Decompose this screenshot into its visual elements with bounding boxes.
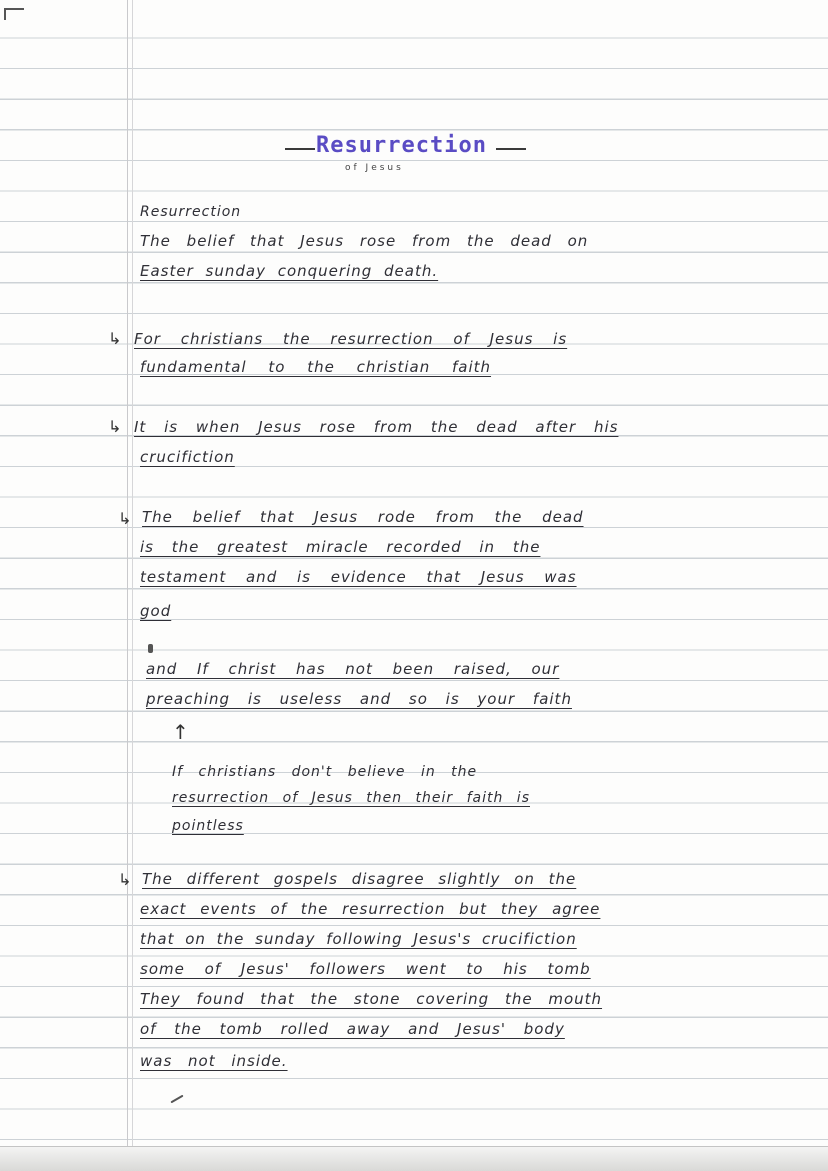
definition-line-1: The belief that Jesus rose from the dead on <box>140 232 589 250</box>
point-4-line-3: that on the sunday following Jesus's crucifiction <box>140 930 577 948</box>
bullet-arrow-icon: ↳ <box>108 329 123 348</box>
point-1-line-2: fundamental to the christian faith <box>140 358 492 376</box>
point-2-line-2: crucifiction <box>140 448 235 466</box>
point-4-line-5: They found that the stone covering the mouth <box>140 990 603 1008</box>
point-2-line-1: It is when Jesus rose from the dead after his <box>134 418 619 436</box>
margin-line-inner <box>132 0 133 1171</box>
note-line-2: resurrection of Jesus then their faith is <box>172 790 530 806</box>
point-3-line-1: The belief that Jesus rode from the dead <box>142 508 584 526</box>
quote-mark-icon <box>148 644 153 653</box>
page-subtitle: of Jesus <box>345 163 404 173</box>
bullet-arrow-icon: ↳ <box>108 417 123 436</box>
quote-line-2: preaching is useless and so is your faith <box>146 690 572 708</box>
point-3-line-3: testament and is evidence that Jesus was <box>140 568 577 586</box>
page-title: Resurrection <box>316 133 487 158</box>
corner-pen-mark <box>4 8 24 20</box>
title-left-dash <box>285 148 315 150</box>
point-4-line-4: some of Jesus' followers went to his tomb <box>140 960 591 978</box>
point-4-line-2: exact events of the resurrection but they agree <box>140 900 601 918</box>
page-bottom-edge <box>0 1146 828 1171</box>
quote-line-1: and If christ has not been raised, our <box>146 660 560 678</box>
point-4-line-1: The different gospels disagree slightly on the <box>142 870 577 888</box>
point-1-line-1: For christians the resurrection of Jesus is <box>134 330 568 348</box>
up-arrow-icon: ↑ <box>172 720 190 744</box>
bullet-arrow-icon: ↳ <box>118 870 133 889</box>
point-3-line-4: god <box>140 602 172 620</box>
pen-stroke-mark <box>170 1095 183 1104</box>
definition-term: Resurrection <box>140 204 242 220</box>
note-line-1: If christians don't believe in the <box>172 764 478 780</box>
note-line-3: pointless <box>172 818 244 834</box>
definition-line-2: Easter sunday conquering death. <box>140 262 439 280</box>
margin-line <box>127 0 128 1171</box>
title-right-dash <box>496 148 526 150</box>
point-4-line-6: of the tomb rolled away and Jesus' body <box>140 1020 565 1038</box>
point-3-line-2: is the greatest miracle recorded in the <box>140 538 541 556</box>
point-4-line-7: was not inside. <box>140 1052 288 1070</box>
bullet-arrow-icon: ↳ <box>118 509 133 528</box>
